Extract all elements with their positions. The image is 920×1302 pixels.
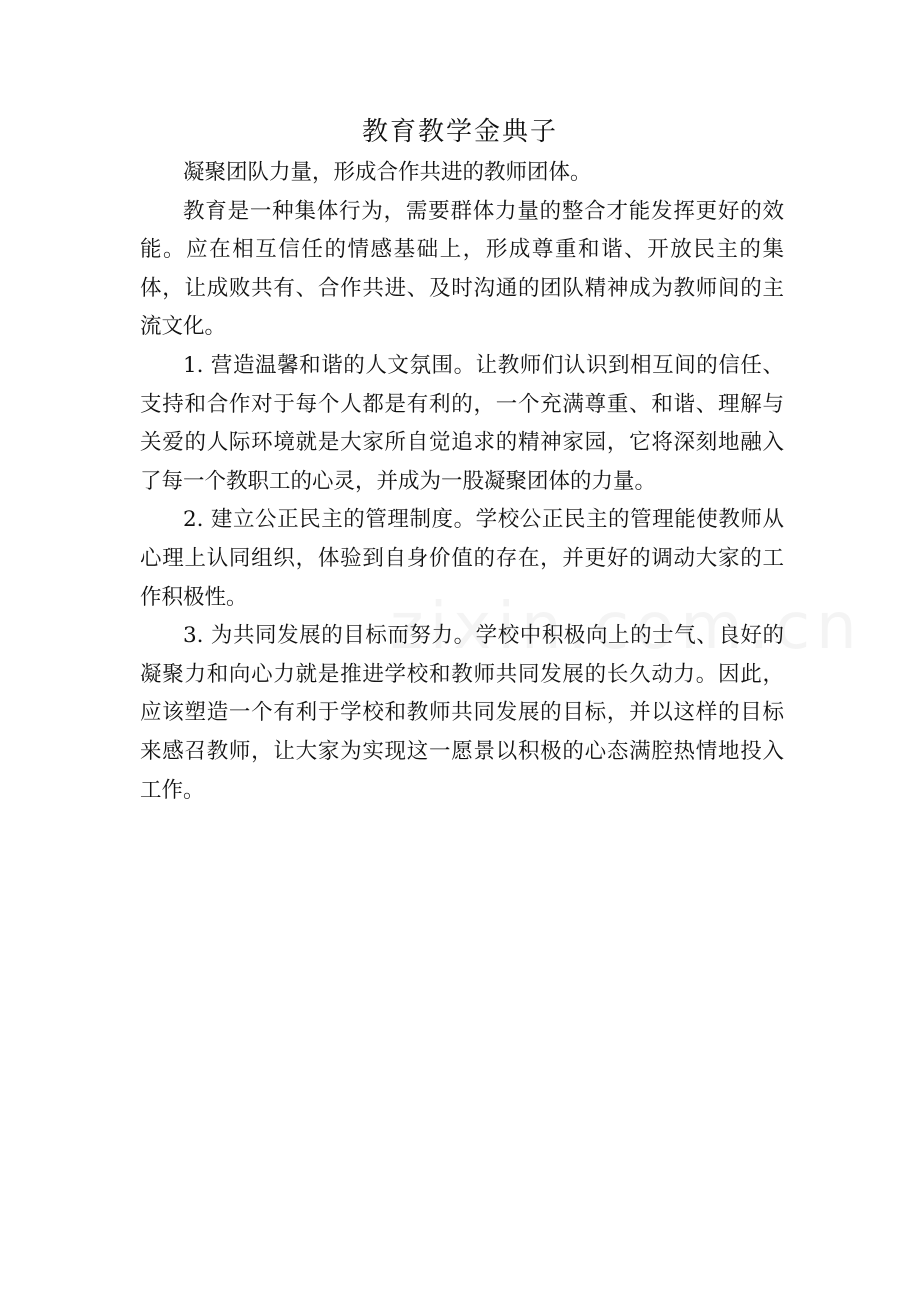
document-title: 教育教学金典子	[361, 117, 558, 147]
paragraph-1-text: 凝聚团队力量，形成合作共进的教师团体。	[183, 160, 592, 185]
paragraph-2	[140, 193, 784, 347]
paragraph-4-text: 学校公正民主的管理能使教师从心理上认同组织，体验到自身价值的存在，并更好的调动大家的工作积极性。	[140, 507, 784, 610]
paragraph-2-text: 教育是一种集体行为，需要群体力量的整合才能发挥更好的效能。应在相互信任的情感基础上，形成尊重和谐、开放民主的集体，让成败共有、合作共进、及时沟通的团队精神成为教师间的主流文化。	[140, 198, 784, 340]
paragraph-1	[140, 154, 784, 193]
paragraph-3	[140, 347, 784, 501]
paragraph-3-text: 让教师们认识到相互间的信任、支持和合作对于每个人都是有利的，一个充满尊重、和谐、理解与关爱的人际环境就是大家所自觉追求的精神家园，它将深刻地融入了每一个教职工的心灵，并成为一股凝聚团体的力量。	[140, 352, 784, 494]
paragraph-5-text: 学校中积极向上的士气、良好的凝聚力和向心力就是推进学校和教师共同发展的长久动力。因此，应该塑造一个有利于学校和教师共同发展的目标，并以这样的目标来感召教师，让大家为实现这一愿景以积极的心态满腔热情地投入工作。	[140, 623, 784, 803]
paragraph-3-lead: 1. 营造温馨和谐的人文氛围。	[183, 352, 476, 378]
paragraph-4	[140, 501, 784, 617]
paragraph-4-lead: 2. 建立公正民主的管理制度。	[183, 507, 476, 533]
paragraph-5-lead: 3. 为共同发展的目标而努力。	[183, 623, 476, 649]
paragraph-5	[140, 617, 784, 810]
document-body	[140, 154, 784, 810]
